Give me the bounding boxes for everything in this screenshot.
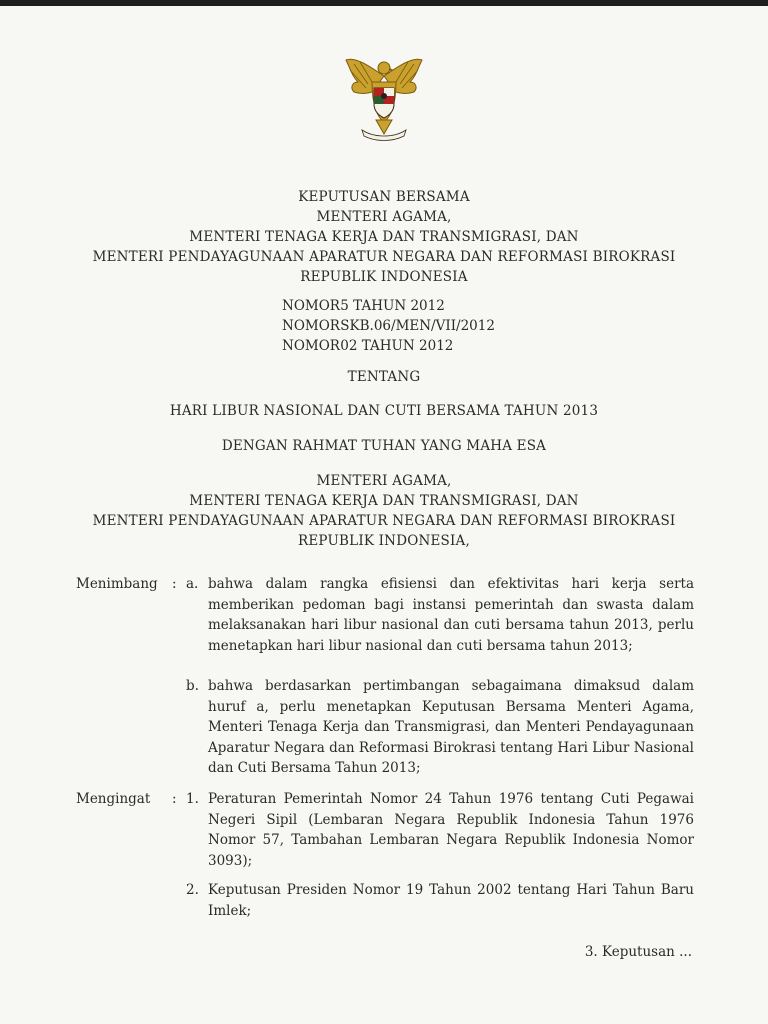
mengingat-item-1: Peraturan Pemerintah Nomor 24 Tahun 1976 tentang Cuti Pegawai Negeri Sipil (Lembaran Negara Republik Indonesia Tahun 1976 Nomor 57, Tambahan Lembaran Negara Republik Indonesia Nomor 3093); [208, 791, 694, 869]
menimbang-marker-b: b. [186, 678, 199, 694]
nomor-value: 02 TAHUN 2012 [340, 338, 454, 354]
menimbang-marker-a: a. [186, 576, 199, 592]
mengingat-marker-1: 1. [186, 791, 199, 807]
ministers-line-2: MENTERI TENAGA KERJA DAN TRANSMIGRASI, DAN [189, 493, 579, 509]
mengingat-label: Mengingat [76, 791, 151, 807]
mengingat-colon: : [172, 791, 177, 807]
nomor-label: NOMOR [282, 298, 340, 314]
doc-title-line-1: KEPUTUSAN BERSAMA [298, 189, 470, 205]
ministers-line-4: REPUBLIK INDONESIA, [298, 533, 470, 549]
nomor-row [282, 316, 495, 336]
doc-title-line-3: MENTERI TENAGA KERJA DAN TRANSMIGRASI, DAN [189, 229, 579, 245]
ministers-line-1: MENTERI AGAMA, [316, 473, 452, 489]
menimbang-label: Menimbang [76, 576, 158, 592]
garuda-emblem-icon [334, 46, 434, 146]
menimbang-item-a: bahwa dalam rangka efisiensi dan efektivitas hari kerja serta memberikan pedoman bagi instansi pemerintah dan swasta dalam melaksanakan hari libur nasional dan cuti bersama tahun 2013, perlu menetapkan hari libur nasional dan cuti bersama tahun 2013; [208, 576, 694, 654]
continuation-note: 3. Keputusan ... [584, 944, 692, 960]
blessing-line: DENGAN RAHMAT TUHAN YANG MAHA ESA [221, 438, 547, 454]
mengingat-item-2: Keputusan Presiden Nomor 19 Tahun 2002 tentang Hari Tahun Baru Imlek; [208, 882, 694, 919]
doc-title-line-4: MENTERI PENDAYAGUNAAN APARATUR NEGARA DAN REFORMASI BIROKRASI [92, 249, 676, 265]
tentang-heading: TENTANG [347, 369, 421, 385]
nomor-row [282, 336, 495, 356]
ministers-line-3: MENTERI PENDAYAGUNAAN APARATUR NEGARA DAN REFORMASI BIROKRASI [92, 513, 676, 529]
nomor-label: NOMOR [282, 318, 340, 334]
nomor-row [282, 296, 495, 316]
nomor-value: 5 TAHUN 2012 [340, 298, 445, 314]
document-page [0, 6, 768, 1024]
doc-title-line-2: MENTERI AGAMA, [316, 209, 452, 225]
subject-heading: HARI LIBUR NASIONAL DAN CUTI BERSAMA TAHUN 2013 [169, 403, 599, 419]
mengingat-marker-2: 2. [186, 882, 199, 898]
nomor-label: NOMOR [282, 338, 340, 354]
doc-title-line-5: REPUBLIK INDONESIA [300, 269, 468, 285]
document-numbers [282, 296, 495, 356]
menimbang-colon: : [172, 576, 177, 592]
nomor-value: SKB.06/MEN/VII/2012 [340, 318, 495, 334]
menimbang-item-b: bahwa berdasarkan pertimbangan sebagaimana dimaksud dalam huruf a, perlu menetapkan Keputusan Bersama Menteri Agama, Menteri Tenaga Kerja dan Transmigrasi, dan Menteri Pendayagunaan Aparatur Negara dan Reformasi Birokrasi tentang Hari Libur Nasional dan Cuti Bersama Tahun 2013; [208, 678, 694, 776]
